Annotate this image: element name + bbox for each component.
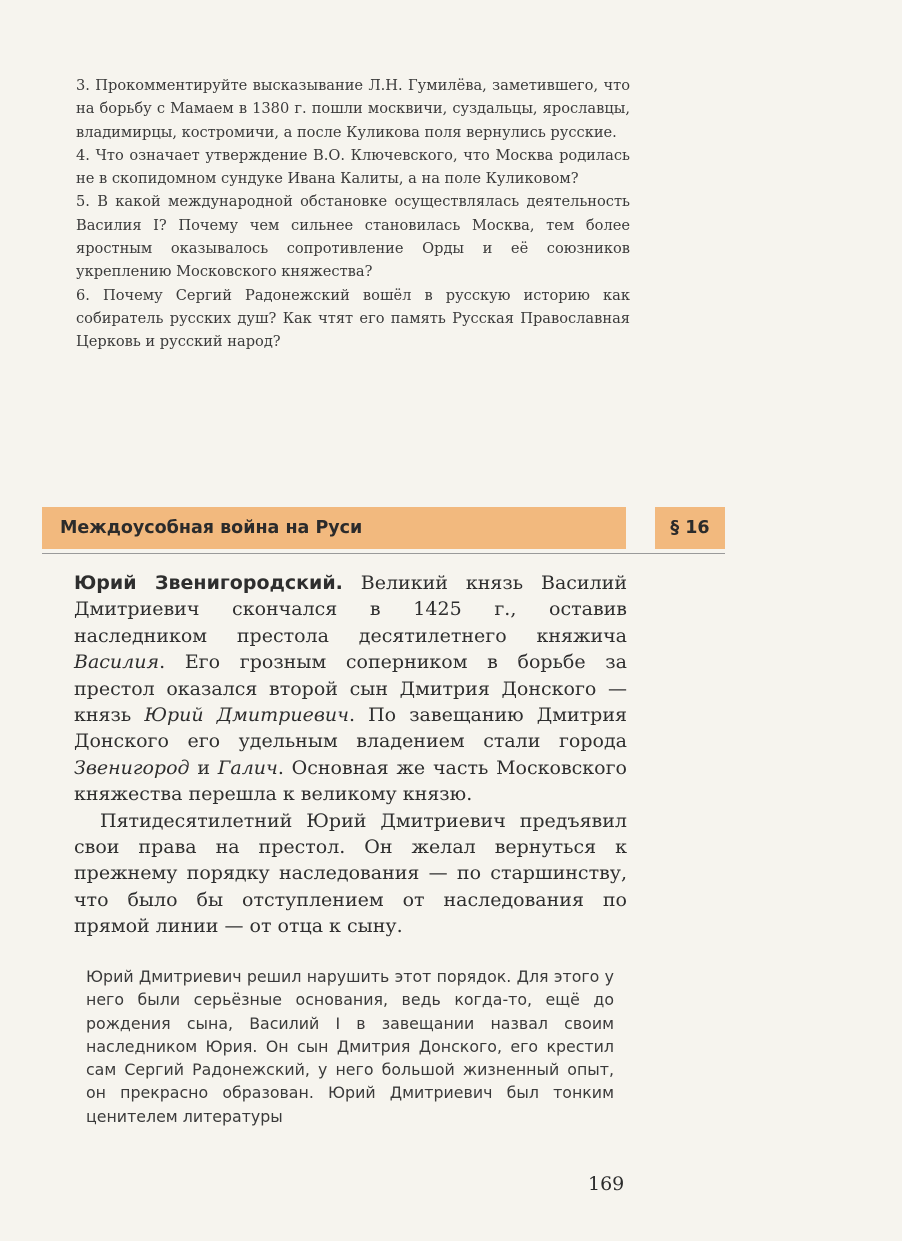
section-header <box>42 507 626 549</box>
text-run: . Его грозным соперником в борьбе за престол оказался второй сын Дмитрия Донского — князь <box>74 651 627 727</box>
review-questions <box>76 74 630 354</box>
question-5: 5. В какой международной обстановке осуществлялась деятельность Василия I? Почему чем сильнее становилась Москва, тем более яростным оказывалось сопротивление Орды и её союзников укреплению Московского княжества? <box>76 193 630 281</box>
supplementary-text <box>86 965 614 1128</box>
main-text <box>74 570 627 940</box>
question-3: 3. Прокомментируйте высказывание Л.Н. Гумилёва, заметившего, что на борьбу с Мамаем в 1380 г. пошли москвичи, суздальцы, ярославцы, владимирцы, костромичи, а после Куликова поля вернулись русские. <box>76 77 630 141</box>
page-number: 169 <box>588 1173 625 1195</box>
header-divider <box>42 553 725 554</box>
paragraph-2: Пятидесятилетний Юрий Дмитриевич предъявил свои права на престол. Он желал вернуться к прежнему порядку наследования — по старшинству, что было бы отступлением от наследования по прямой линии — от отца к сыну. <box>74 809 627 938</box>
emphasis-term: Звенигород <box>74 756 190 779</box>
aside-paragraph: Юрий Дмитриевич решил нарушить этот порядок. Для этого у него были серьёзные основания, ведь когда-то, ещё до рождения сына, Василий I в завещании назвал своим наследником Юрия. Он сын Дмитрия Донского, его крестил сам Сергий Радонежский, у него большой жизненный опыт, он прекрасно образован. Юрий Дмитриевич был тонким ценителем литературы <box>86 967 614 1126</box>
question-4: 4. Что означает утверждение В.О. Ключевского, что Москва родилась не в скопидомном сундуке Ивана Калиты, а на поле Куликовом? <box>76 146 630 188</box>
section-number: § 16 <box>655 507 725 549</box>
text-run: Великий князь Василий Дмитриевич скончался в 1425 г., оставив наследником престола десятилетнего княжича <box>74 572 627 647</box>
paragraph-1 <box>74 570 627 808</box>
text-run: . По завещанию Дмитрия Донского его удельным владением стали города <box>74 704 627 753</box>
emphasis-term: Василия <box>74 651 160 674</box>
question-6: 6. Почему Сергий Радонежский вошёл в русскую историю как собиратель русских душ? Как чтят его память Русская Православная Церковь и русский народ? <box>76 286 630 351</box>
emphasis-term: Юрий Дмитриевич <box>144 704 349 727</box>
emphasis-term: Галич <box>217 756 278 779</box>
text-run: и <box>189 756 218 779</box>
section-title: Междоусобная война на Руси <box>60 518 363 538</box>
paragraph-lead: Юрий Звенигородский. <box>74 572 343 594</box>
text-run: . Основная же часть Московского княжества перешла к великому князю. <box>74 756 627 806</box>
